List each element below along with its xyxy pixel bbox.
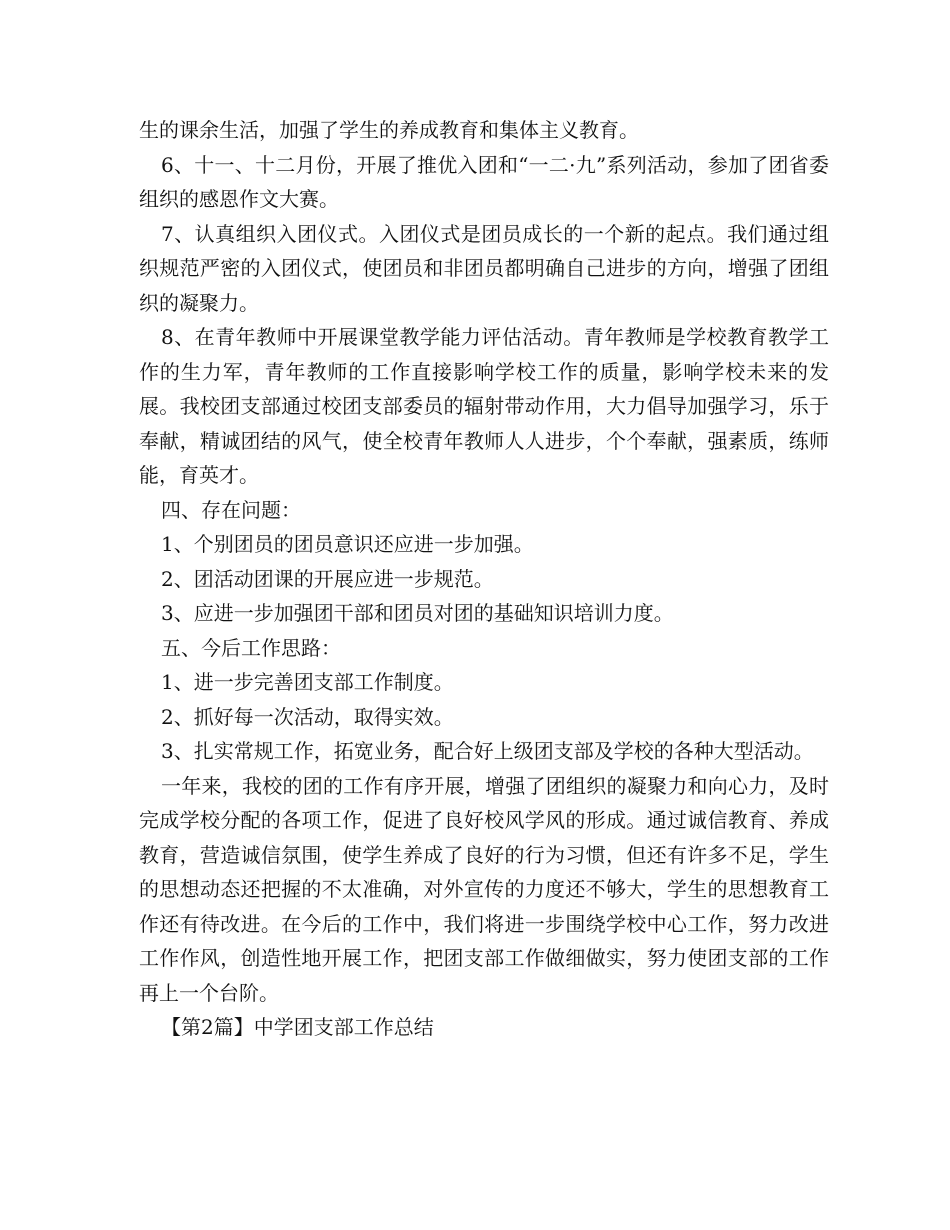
paragraph-continuation: 生的课余生活，加强了学生的养成教育和集体主义教育。 — [139, 118, 639, 142]
next-article-title: 【第2篇】中学团支部工作总结 — [161, 1015, 434, 1039]
summary-paragraph: 一年来，我校的团的工作有序开展，增强了团组织的凝聚力和向心力，及时完成学校分配的各项工作，促进了良好校风学风的形成。通过诚信教育、养成教育，营造诚信氛围，使学生养成了良好的行为习惯，但还有许多不足，学生的思想动态还把握的不太准确，对外宣传的力度还不够大，学生的思想教育工作还有待改进。在今后的工作中，我们将进一步围绕学校中心工作，努力改进工作作风，创造性地开展工作，把团支部工作做细做实，努力使团支部的工作再上一个台阶。 — [139, 773, 829, 1005]
problem-item-2: 2、团活动团课的开展应进一步规范。 — [161, 566, 494, 591]
problem-item-1: 1、个别团员的团员意识还应进一步加强。 — [161, 532, 534, 556]
plan-item-3: 3、扎实常规工作，拓宽业务，配合好上级团支部及学校的各种大型活动。 — [161, 739, 814, 763]
problem-item-3: 3、应进一步加强团干部和团员对团的基础知识培训力度。 — [161, 601, 674, 625]
paragraph-item-6: 6、十一、十二月份，开展了推优入团和“一二·九”系列活动，参加了团省委组织的感恩作文大赛。 — [139, 152, 829, 211]
plan-item-1: 1、进一步完善团支部工作制度。 — [161, 670, 454, 694]
document-body — [139, 113, 829, 1045]
paragraph-item-8: 8、在青年教师中开展课堂教学能力评估活动。青年教师是学校教育教学工作的生力军，青年教师的工作直接影响学校工作的质量，影响学校未来的发展。我校团支部通过校团支部委员的辐射带动作用，大力倡导加强学习，乐于奉献，精诚团结的风气，使全校青年教师人人进步，个个奉献，强素质，练师能，育英才。 — [139, 325, 829, 487]
section-heading-problems: 四、存在问题： — [161, 497, 301, 522]
paragraph-item-7: 7、认真组织入团仪式。入团仪式是团员成长的一个新的起点。我们通过组织规范严密的入团仪式，使团员和非团员都明确自己进步的方向，增强了团组织的凝聚力。 — [139, 221, 829, 315]
plan-item-2: 2、抓好每一次活动，取得实效。 — [161, 704, 454, 729]
section-heading-plans: 五、今后工作思路： — [161, 635, 341, 660]
